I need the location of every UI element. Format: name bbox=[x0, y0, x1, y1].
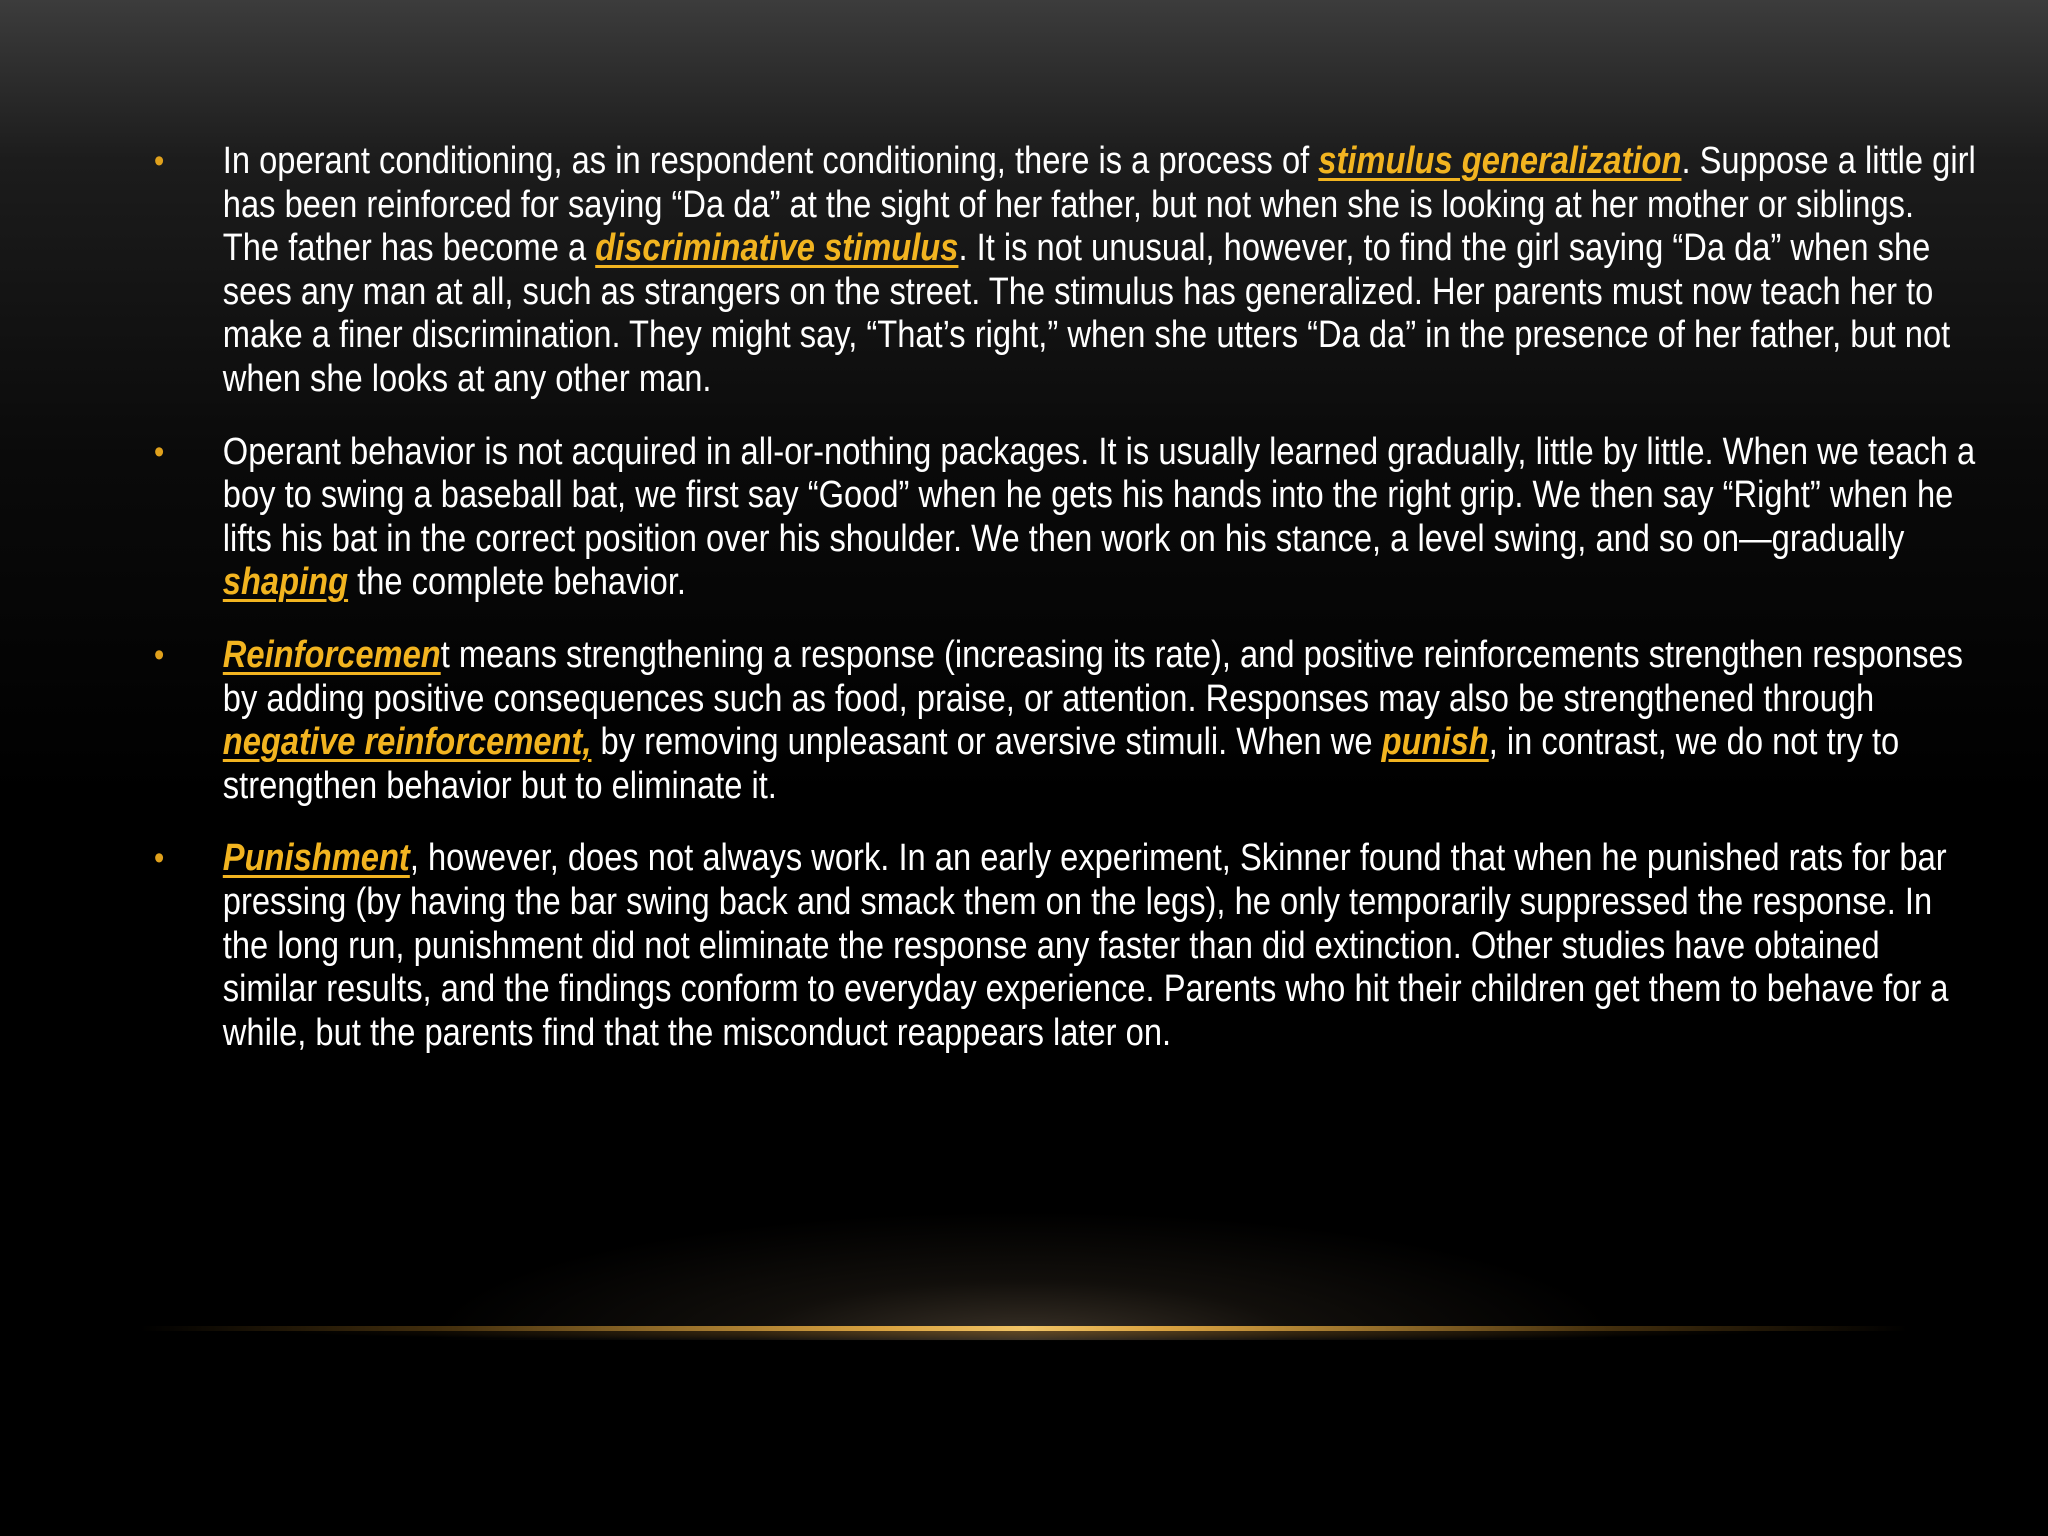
bullet-item bbox=[154, 431, 1977, 605]
bullet-dot-icon: • bbox=[154, 142, 165, 180]
key-term: stimulus generalization bbox=[1318, 140, 1682, 182]
key-term: Reinforcemen bbox=[222, 633, 441, 676]
key-term: Punishment bbox=[222, 837, 410, 880]
bullet-text: the complete behavior. bbox=[348, 561, 687, 604]
key-term: discriminative stimulus bbox=[595, 227, 959, 270]
bullet-text: . Suppose a little girl has been reinforced for saying “Da da” at the sight of her father, but not when she is looking at her mother or siblings. The father has become a bbox=[222, 140, 1976, 270]
gold-divider-shadow bbox=[260, 1331, 1788, 1341]
key-term: punish bbox=[1381, 721, 1489, 764]
bullet-item bbox=[154, 837, 1977, 1055]
gold-divider-line bbox=[140, 1326, 1908, 1331]
bullet-text: , however, does not always work. In an early experiment, Skinner found that when he punished rats for bar pressing (by having the bar swing back and smack them on the legs), he only temporarily suppressed the response. In the long run, punishment did not eliminate the response any faster than did extinction. Other studies have obtained similar results, and the findings conform to everyday experience. Parents who hit their children get them to behave for a while, but the parents find that the misconduct reappears later on. bbox=[222, 837, 1949, 1054]
bullet-dot-icon: • bbox=[154, 635, 165, 674]
key-term: negative reinforcement, bbox=[222, 721, 592, 764]
bullet-text: , in contrast, we do not try to strengthen behavior but to eliminate it. bbox=[222, 721, 1900, 807]
background-glow bbox=[424, 1210, 1624, 1340]
bullet-item bbox=[154, 140, 1977, 402]
bullet-text: t means strengthening a response (increasing its rate), and positive reinforcements strengthen responses by adding positive consequences such as food, praise, or attention. Responses may also be strengthened through bbox=[222, 633, 1963, 720]
slide-body bbox=[154, 140, 1976, 1084]
bullet-dot-icon: • bbox=[154, 432, 165, 471]
bullet-item bbox=[154, 634, 1977, 808]
bullet-list bbox=[154, 140, 1976, 1055]
bullet-text: In operant conditioning, as in respondent conditioning, there is a process of bbox=[222, 140, 1319, 182]
bullet-text: by removing unpleasant or aversive stimuli. When we bbox=[591, 721, 1382, 764]
bullet-dot-icon: • bbox=[154, 839, 165, 878]
bullet-text: . It is not unusual, however, to find the girl saying “Da da” when she sees any man at all, such as strangers on the street. The stimulus has generalized. Her parents must now teach her to make a finer discrimination. They might say, “That’s right,” when she utters “Da da” in the presence of her father, but not when she looks at any other man. bbox=[222, 227, 1951, 400]
bullet-text: Operant behavior is not acquired in all-or-nothing packages. It is usually learned gradually, little by little. When we teach a boy to swing a baseball bat, we first say “Good” when he gets his hands into the right grip. We then say “Right” when he lifts his bat in the correct position over his shoulder. We then work on his stance, a level swing, and so on—gradually bbox=[222, 430, 1976, 560]
key-term: shaping bbox=[222, 561, 349, 604]
